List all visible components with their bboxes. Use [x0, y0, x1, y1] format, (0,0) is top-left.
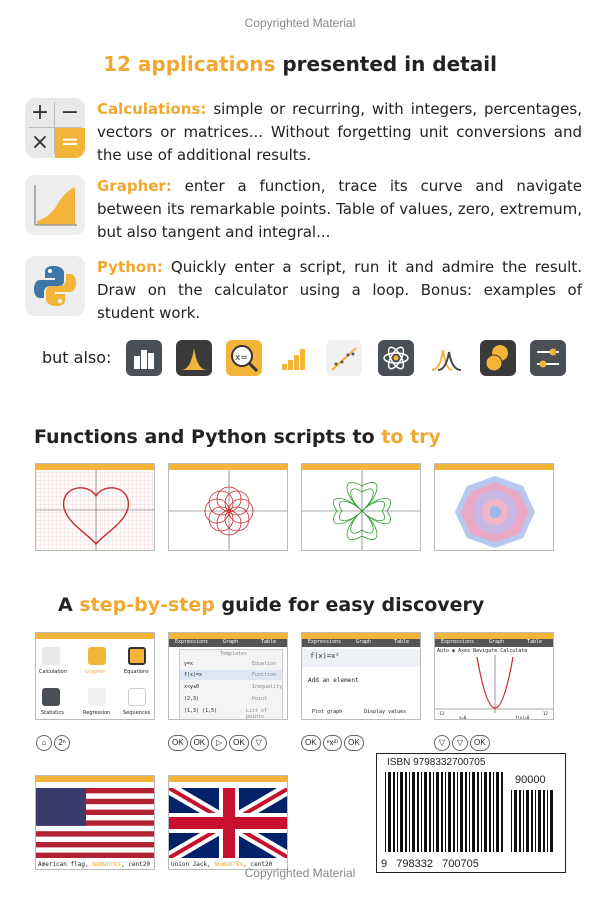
template-type: List of points: [246, 708, 268, 720]
grapher-templates-screen: [168, 632, 288, 720]
template-row: f(x)=x: [184, 672, 203, 678]
home-label: Statistics: [41, 710, 64, 716]
barcode-bar: [547, 790, 548, 852]
python-drawing-screen: [434, 463, 554, 551]
grapher-icon: [25, 175, 85, 235]
template-row: (2,3): [184, 696, 200, 702]
barcode-bar: [441, 772, 443, 852]
but-also-label: but also:: [42, 348, 112, 367]
add-element: Add an element: [308, 677, 359, 684]
ok-key[interactable]: OK: [470, 735, 490, 751]
template-row: x<y≤0: [184, 684, 200, 690]
barcode-bar: [543, 790, 545, 852]
barcode-bar: [535, 790, 536, 852]
settings-icon: [530, 340, 566, 376]
calculations-icon: + − × =: [25, 98, 85, 158]
distributions-icon: [176, 340, 212, 376]
barcode-bar: [397, 772, 398, 852]
controls-templates: [168, 735, 269, 751]
title-count: 12: [103, 52, 131, 76]
barcode-bar: [417, 772, 419, 852]
home-label: Calculation: [39, 669, 67, 675]
plot-graph-button: Plot graph: [312, 709, 343, 715]
ok-key[interactable]: OK: [301, 735, 321, 751]
home-label: Sequences: [123, 710, 151, 716]
barcode-bar: [405, 772, 407, 852]
barcode-bar: [436, 772, 439, 852]
python-icon: [25, 256, 85, 316]
section-highlight: step-by-step: [79, 594, 215, 616]
barcode-bar: [514, 790, 517, 852]
section-functions-title: [34, 426, 441, 448]
section-prefix: A: [58, 594, 73, 616]
barcode-bar: [550, 790, 553, 852]
section-prefix: Functions and Python scripts to: [34, 426, 375, 448]
barcode-bar: [496, 772, 499, 852]
elements-icon: [378, 340, 414, 376]
barcode-bar: [469, 772, 470, 852]
ok-key[interactable]: OK: [168, 735, 188, 751]
tab-graph: Graph: [489, 639, 505, 645]
barcode-bar: [484, 772, 487, 852]
app-label: Calculations:: [97, 100, 207, 118]
union-jack-screen: [168, 775, 288, 870]
axis-min: -12: [437, 711, 445, 716]
svg-text:x=: x=: [235, 353, 248, 363]
axis-max: 12: [543, 711, 548, 716]
price-barcode-bars: [511, 790, 556, 852]
barcode-bar: [519, 790, 521, 852]
tab-table: Table: [261, 639, 277, 645]
template-row: y=x: [184, 661, 194, 667]
title-rest: presented in detail: [282, 52, 497, 76]
home-key[interactable]: ⌂: [36, 735, 52, 751]
regression-icon: [326, 340, 362, 376]
tab-expressions: Expressions: [175, 639, 209, 645]
app-description: [97, 98, 582, 167]
barcode-bar: [526, 790, 529, 852]
barcode-bar: [465, 772, 467, 852]
barcode-bar: [489, 772, 491, 852]
barcode-bar: [538, 790, 541, 852]
app-description: [97, 256, 582, 325]
barcode-bar: [400, 772, 403, 852]
tab-expressions: Expressions: [441, 639, 475, 645]
template-type: Function: [252, 672, 277, 678]
probability-icon: [428, 340, 464, 376]
down-key[interactable]: ▽: [434, 735, 450, 751]
controls-home: [36, 735, 72, 751]
home-label: Regression: [83, 710, 111, 716]
isbn-digits: 9 798332 700705: [381, 858, 479, 870]
statistics-icon: [126, 340, 162, 376]
flag-caption: Union Jack, Numworks, cent20: [171, 861, 273, 868]
barcode-bar: [481, 772, 482, 852]
section-guide-title: [58, 594, 484, 616]
power-key[interactable]: 2ⁿ: [54, 735, 70, 751]
home-screen: [35, 632, 155, 720]
barcode-bar: [472, 772, 475, 852]
ok-key[interactable]: OK: [190, 735, 210, 751]
title-highlight: applications: [137, 52, 276, 76]
barcode-bar: [511, 790, 512, 852]
app-description: [97, 175, 582, 244]
isbn-label: ISBN 9798332700705: [387, 757, 486, 768]
isbn-barcode: [376, 753, 566, 873]
ok-key[interactable]: OK: [229, 735, 249, 751]
barcode-bar: [460, 772, 463, 852]
barcode-bar: [453, 772, 455, 852]
rose-curve-screen: [168, 463, 288, 551]
main-title: [0, 52, 600, 76]
barcode-bar: [433, 772, 434, 852]
equations-icon: [226, 340, 262, 376]
function-value: f(x)=x²: [310, 652, 340, 660]
template-type: Inequality: [252, 684, 283, 690]
clover-curve-screen: [301, 463, 421, 551]
heart-screen: [35, 463, 155, 551]
tab-table: Table: [527, 639, 543, 645]
cursor-x: x=0: [459, 715, 467, 720]
barcode-bar: [477, 772, 479, 852]
barcode-bar: [448, 772, 451, 852]
tab-graph: Graph: [223, 639, 239, 645]
app-text: simple or recurring, with integers, percentages, vectors or matrices... Without forgetting unit conversions and the use of additional results.: [97, 100, 582, 164]
barcode-bar: [385, 772, 386, 852]
template-type: Equation: [252, 661, 277, 667]
down-key[interactable]: ▽: [251, 735, 267, 751]
barcode-bar: [445, 772, 446, 852]
barcode-bar: [523, 790, 524, 852]
tab-graph: Graph: [356, 639, 372, 645]
ok-key[interactable]: OK: [344, 735, 364, 751]
barcode-bar: [412, 772, 415, 852]
barcode-bar: [388, 772, 391, 852]
down-key[interactable]: ▽: [452, 735, 468, 751]
app-label: Grapher:: [97, 177, 172, 195]
home-label: Equations: [124, 669, 149, 675]
price-code: 90000: [515, 774, 546, 786]
sequences-icon: [276, 340, 312, 376]
function-entry-screen: [301, 632, 421, 720]
template-row: (1,3) (1,5): [184, 708, 218, 714]
tab-expressions: Expressions: [308, 639, 342, 645]
templates-title: Templates: [220, 651, 248, 657]
graph-screen: [434, 632, 554, 720]
barcode-bars: [385, 772, 505, 852]
barcode-bar: [501, 772, 503, 852]
section-rest: guide for easy discovery: [221, 594, 485, 616]
section-highlight: to try: [381, 426, 441, 448]
app-label: Python:: [97, 258, 163, 276]
finance-icon: [480, 340, 516, 376]
barcode-bar: [457, 772, 458, 852]
copyright-bottom: Copyrighted Material: [244, 866, 356, 880]
flag-caption: American flag, Numworks, cent20: [38, 861, 151, 868]
right-key[interactable]: ▷: [211, 735, 227, 751]
app-text: enter a function, trace its curve and navigate between its remarkable points. Table of values, zero, extremum, but also tangent and integral...: [97, 177, 582, 241]
home-label: Grapher: [85, 669, 106, 675]
american-flag-screen: [35, 775, 155, 870]
tab-table: Table: [394, 639, 410, 645]
display-values-button: Display values: [364, 709, 407, 715]
barcode-bar: [429, 772, 431, 852]
barcode-bar: [421, 772, 422, 852]
cursor-fx: f(x)=0: [515, 715, 530, 720]
barcode-bar: [424, 772, 427, 852]
controls-function: [301, 735, 366, 751]
copyright-top: Copyrighted Material: [244, 16, 356, 30]
graph-menu: Auto ◉ Axes Navigate Calculate: [437, 648, 528, 654]
square-key[interactable]: ⁿx²⁾: [323, 735, 343, 751]
app-text: Quickly enter a script, run it and admire the result. Draw on the calculator using a loop. Bonus: examples of student work.: [97, 258, 582, 322]
barcode-bar: [393, 772, 395, 852]
barcode-bar: [409, 772, 410, 852]
template-type: Point: [252, 696, 268, 702]
barcode-bar: [493, 772, 494, 852]
barcode-bar: [531, 790, 533, 852]
controls-graph: [434, 735, 492, 751]
